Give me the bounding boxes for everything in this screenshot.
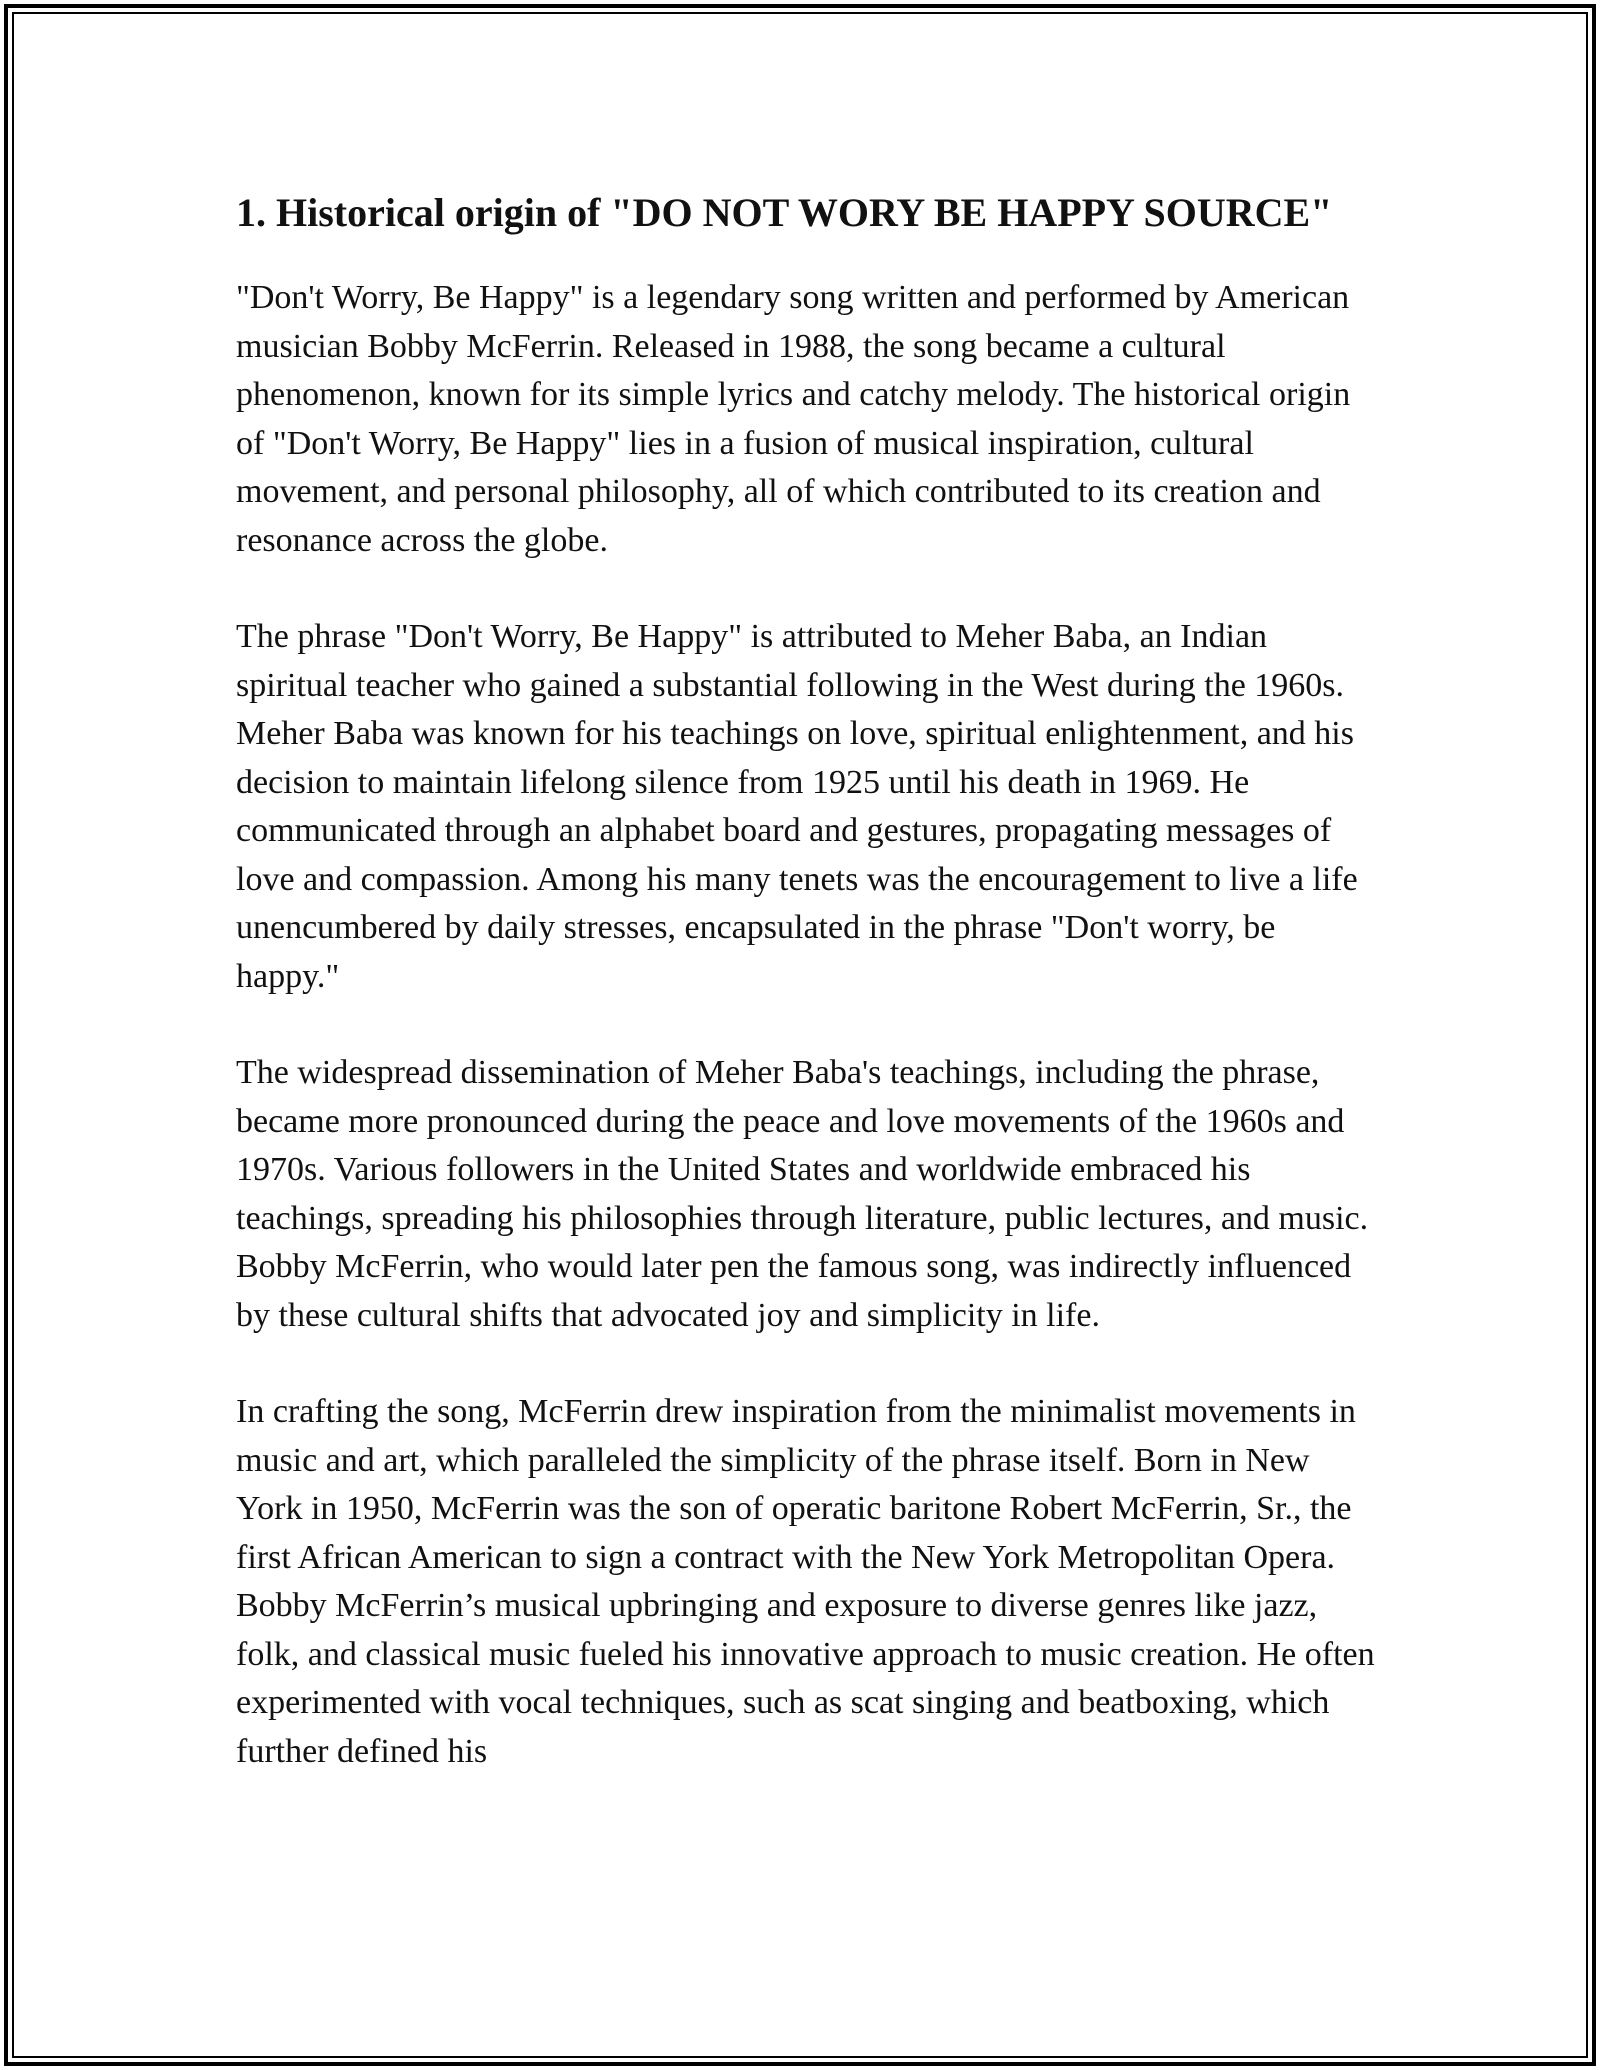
section-heading: 1. Historical origin of "DO NOT WORY BE HAPPY SOURCE"	[236, 190, 1333, 235]
paragraph-meher-baba: The phrase "Don't Worry, Be Happy" is attributed to Meher Baba, an Indian spiritual teacher who gained a substantial following in the West during the 1960s. Meher Baba was known for his teachings on love, spiritual enlightenment, and his decision to maintain lifelong silence from 1925 until his death in 1969. He communicated through an alphabet board and gestures, propagating messages of love and compassion. Among his many tenets was the encouragement to live a life unencumbered by daily stresses, encapsulated in the phrase "Don't worry, be happy."	[236, 618, 1358, 995]
paragraph-crafting-song: In crafting the song, McFerrin drew inspiration from the minimalist movements in music and art, which paralleled the simplicity of the phrase itself. Born in New York in 1950, McFerrin was the son of operatic baritone Robert McFerrin, Sr., the first African American to sign a contract with the New York Metropolitan Opera. Bobby McFerrin’s musical upbringing and exposure to diverse genres like jazz, folk, and classical music fueled his innovative approach to music creation. He often experimented with vocal techniques, such as scat singing and beatboxing, which further defined his	[236, 1393, 1375, 1770]
paragraph-song-intro: "Don't Worry, Be Happy" is a legendary song written and performed by American musician Bobby McFerrin. Released in 1988, the song became a cultural phenomenon, known for its simple lyrics and catchy melody. The historical origin of "Don't Worry, Be Happy" lies in a fusion of musical inspiration, cultural movement, and personal philosophy, all of which contributed to its creation and resonance across the globe.	[236, 279, 1351, 559]
paragraph-dissemination: The widespread dissemination of Meher Baba's teachings, including the phrase, became more pronounced during the peace and love movements of the 1960s and 1970s. Various followers in the United States and worldwide embraced his teachings, spreading his philosophies through literature, public lectures, and music. Bobby McFerrin, who would later pen the famous song, was indirectly influenced by these cultural shifts that advocated joy and simplicity in life.	[236, 1054, 1369, 1334]
document-body	[236, 185, 1376, 1824]
